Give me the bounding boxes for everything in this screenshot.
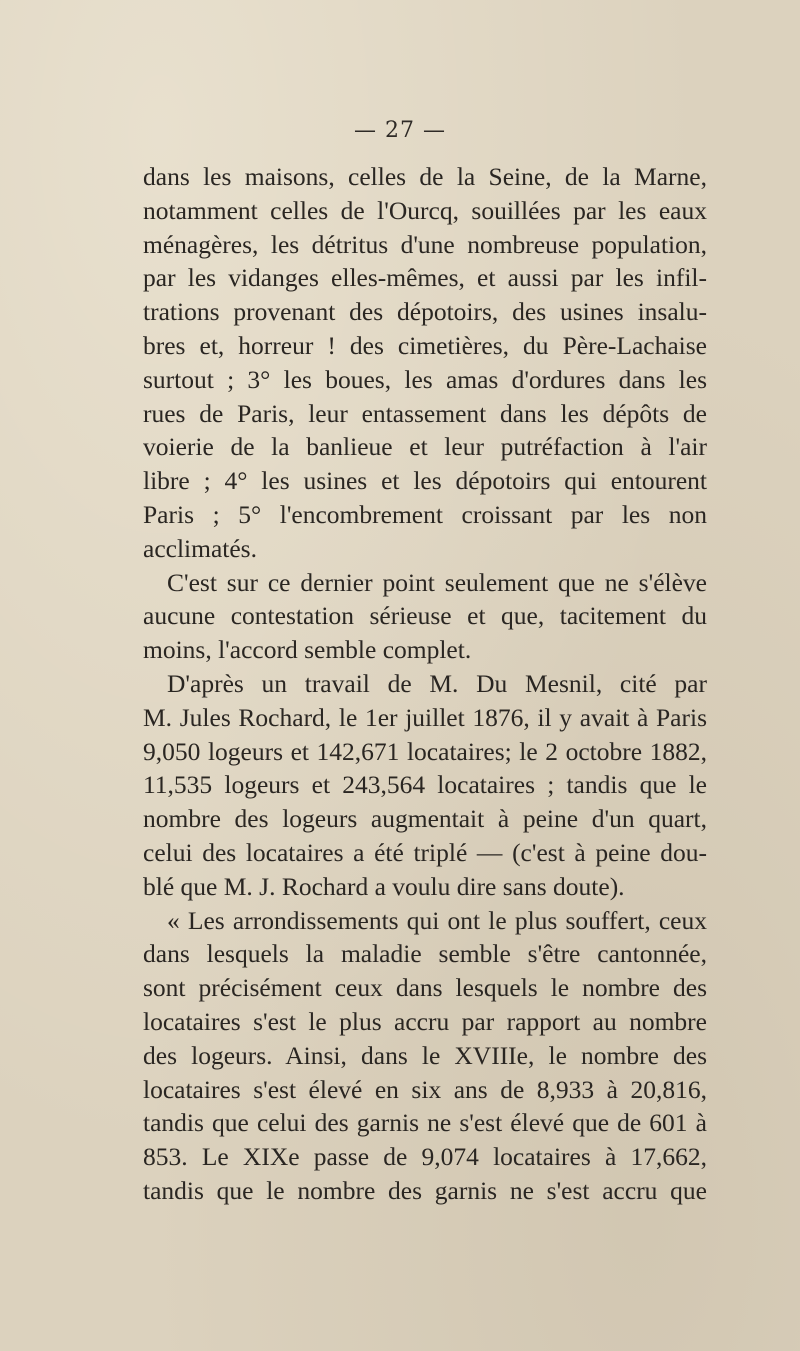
text-line: D'après un travail de M. Du Mesnil, cité par [167, 668, 707, 698]
text-line: bres et, horreur ! des cimetières, du Père-Lachaise [143, 330, 707, 360]
text-line: moins, l'accord semble complet. [143, 635, 472, 665]
text-line: « Les arrondissements qui ont le plus souffert, ceux [167, 905, 707, 935]
text-line: aucune contestation sérieuse et que, tacitement du [143, 601, 707, 631]
text-line: tandis que celui des garnis ne s'est élevé que de 601 à [143, 1108, 707, 1138]
text-line: M. Jules Rochard, le 1er juillet 1876, il y avait à Paris [143, 702, 707, 732]
text-line: blé que M. J. Rochard a voulu dire sans doute). [143, 871, 625, 901]
text-line: nombre des logeurs augmentait à peine d'un quart, [143, 804, 707, 834]
text-line: Paris ; 5° l'encombrement croissant par les non [143, 499, 707, 529]
text-line: libre ; 4° les usines et les dépotoirs qui entourent [143, 466, 707, 496]
text-line: dans lesquels la maladie semble s'être cantonnée, [143, 939, 707, 969]
text-line: 9,050 logeurs et 142,671 locataires; le 2 octobre 1882, [143, 736, 707, 766]
text-line: des logeurs. Ainsi, dans le XVIIIe, le nombre des [143, 1040, 707, 1070]
text-line: acclimatés. [143, 533, 257, 563]
text-line: 853. Le XIXe passe de 9,074 locataires à 17,662, [143, 1142, 707, 1172]
text-line: tandis que le nombre des garnis ne s'est accru que [143, 1175, 707, 1205]
text-line: locataires s'est élevé en six ans de 8,933 à 20,816, [143, 1074, 707, 1104]
text-line: rues de Paris, leur entassement dans les dépôts de [143, 398, 707, 428]
body-text [143, 160, 707, 1208]
page-number: — 27 — [354, 118, 446, 143]
text-line: celui des locataires a été triplé — (c'est à peine dou- [143, 837, 707, 867]
text-line: ménagères, les détritus d'une nombreuse population, [143, 229, 707, 259]
text-line: sont précisément ceux dans lesquels le nombre des [143, 973, 707, 1003]
text-line: surtout ; 3° les boues, les amas d'ordures dans les [143, 364, 707, 394]
text-line: par les vidanges elles-mêmes, et aussi par les infil- [143, 263, 707, 293]
text-line: locataires s'est le plus accru par rapport au nombre [143, 1006, 707, 1036]
text-line: 11,535 logeurs et 243,564 locataires ; tandis que le [143, 770, 707, 800]
text-line: voierie de la banlieue et leur putréfaction à l'air [143, 432, 707, 462]
text-line: dans les maisons, celles de la Seine, de la Marne, [143, 162, 707, 191]
text-line: trations provenant des dépotoirs, des usines insalu- [143, 297, 707, 327]
text-line: C'est sur ce dernier point seulement que ne s'élève [167, 567, 707, 597]
text-line: notamment celles de l'Ourcq, souillées par les eaux [143, 195, 707, 225]
